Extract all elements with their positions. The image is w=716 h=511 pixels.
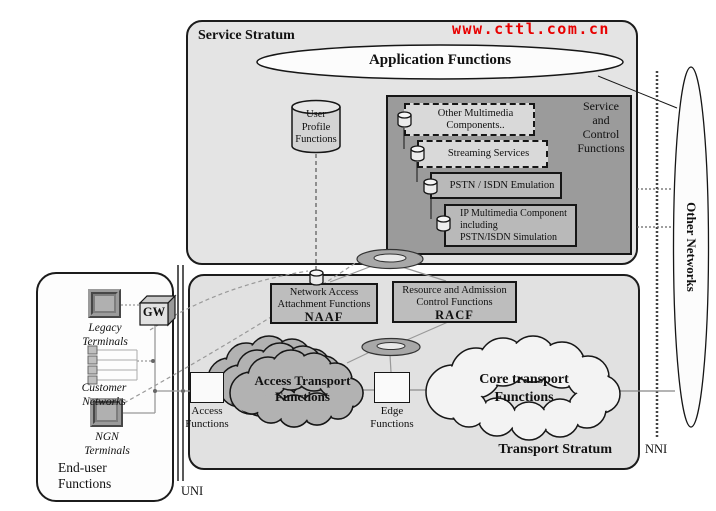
label-line: Access bbox=[191, 405, 223, 417]
edge-functions-label bbox=[352, 405, 432, 431]
label-line: Customer bbox=[81, 382, 127, 394]
user-profile-line: User bbox=[306, 109, 326, 120]
label-line: Functions bbox=[185, 418, 229, 430]
user-profile-line: Profile bbox=[301, 121, 331, 133]
nni-interface-label: NNI bbox=[645, 442, 668, 456]
customer-network-icon bbox=[88, 346, 137, 384]
component-label: PSTN / ISDN Emulation bbox=[449, 179, 555, 191]
label-line: Networks bbox=[82, 396, 126, 408]
sc-label-line: and bbox=[592, 113, 610, 127]
component-label: Streaming Services bbox=[447, 148, 530, 160]
label-line: Terminals bbox=[84, 445, 130, 457]
component-label-line: IP Multimedia Component bbox=[460, 207, 567, 219]
label-line: Functions bbox=[58, 476, 112, 491]
label-line: NGN bbox=[95, 431, 119, 443]
database-cylinder-icon bbox=[398, 112, 411, 127]
naaf-abbr: NAAF bbox=[304, 310, 344, 324]
user-profile-functions-label bbox=[290, 109, 342, 147]
end-user-functions-title bbox=[58, 460, 154, 492]
gateway-label: GW bbox=[142, 305, 166, 319]
racf-label-line: Resource and Admission bbox=[402, 285, 507, 296]
component-label-line: including bbox=[460, 219, 498, 231]
application-functions-label: Application Functions bbox=[368, 52, 512, 68]
access-transport-functions-label bbox=[240, 373, 365, 405]
component-chain-lines bbox=[404, 128, 431, 219]
racf-abbr: RACF bbox=[435, 308, 474, 322]
label-line: End-user bbox=[58, 460, 107, 475]
core-transport-functions-label bbox=[448, 371, 600, 407]
service-and-control-functions-label bbox=[572, 99, 630, 155]
ngn-terminals-label bbox=[70, 430, 144, 458]
legacy-terminals-label bbox=[68, 321, 142, 349]
other-networks-label: Other Networks bbox=[684, 202, 699, 292]
label-line: Functions bbox=[275, 389, 330, 404]
label-line: Access Transport bbox=[254, 373, 351, 388]
naaf-label-line: Network Access bbox=[289, 287, 359, 298]
database-cylinder-icon bbox=[310, 270, 323, 285]
user-profile-line: Functions bbox=[295, 134, 337, 145]
sc-label-line: Control bbox=[582, 127, 620, 141]
component-label-line: PSTN/ISDN Simulation bbox=[460, 231, 557, 243]
label-line: Terminals bbox=[82, 336, 128, 348]
label-line: Legacy bbox=[88, 322, 122, 334]
uni-interface-label: UNI bbox=[181, 484, 204, 498]
database-cylinder-icon bbox=[437, 216, 450, 231]
transport-stratum-title: Transport Stratum bbox=[498, 442, 612, 457]
component-label: Other Multimedia Components.. bbox=[437, 108, 514, 131]
access-functions-label bbox=[166, 405, 248, 431]
label-line: Core transport bbox=[479, 372, 569, 387]
watermark: www.cttl.com.cn bbox=[452, 20, 610, 38]
database-cylinder-icon bbox=[411, 146, 424, 161]
customer-networks-label bbox=[64, 381, 144, 409]
sc-label-line: Service bbox=[583, 99, 619, 113]
sc-label-line: Functions bbox=[577, 141, 625, 155]
database-cylinder-icon bbox=[424, 179, 437, 194]
label-line: Functions bbox=[494, 390, 554, 405]
racf-label-line: Control Functions bbox=[416, 297, 493, 308]
label-line: Functions bbox=[370, 418, 414, 430]
naaf-label-line: Attachment Functions bbox=[277, 299, 371, 310]
service-stratum-title: Service Stratum bbox=[198, 28, 295, 43]
label-line: Edge bbox=[380, 405, 404, 417]
